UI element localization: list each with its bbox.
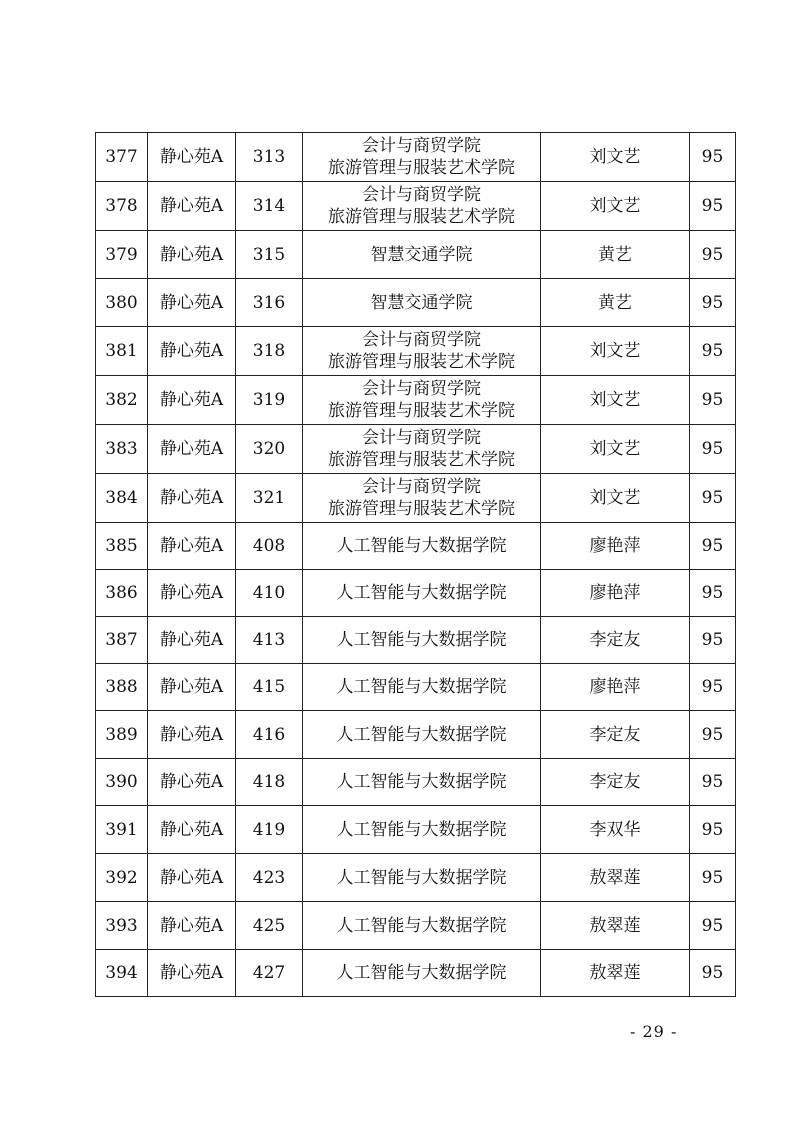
- college-name-line: 旅游管理与服装艺术学院: [328, 352, 515, 372]
- score-cell: 95: [690, 523, 736, 570]
- table-row: [96, 759, 736, 806]
- college-cell: [303, 902, 541, 950]
- row-number-cell: 393: [96, 902, 148, 950]
- building-cell: 静心苑A: [148, 231, 236, 279]
- college-cell: [303, 182, 541, 231]
- table-row: [96, 279, 736, 327]
- row-number-cell: 377: [96, 133, 148, 182]
- college-cell: [303, 950, 541, 997]
- table-row: [96, 570, 736, 617]
- row-number-cell: 394: [96, 950, 148, 997]
- room-number-cell: 418: [236, 759, 303, 806]
- building-cell: 静心苑A: [148, 759, 236, 806]
- row-number-cell: 392: [96, 854, 148, 902]
- college-name-line: 智慧交通学院: [370, 244, 473, 265]
- college-name-line: 旅游管理与服装艺术学院: [328, 401, 515, 421]
- college-name-line: 会计与商贸学院: [362, 136, 481, 156]
- college-name-line: 人工智能与大数据学院: [336, 963, 507, 983]
- college-cell: [303, 617, 541, 664]
- score-cell: 95: [690, 664, 736, 711]
- teacher-cell: 敖翠莲: [541, 950, 690, 997]
- table-row: [96, 376, 736, 425]
- teacher-cell: 敖翠莲: [541, 854, 690, 902]
- table-row: [96, 711, 736, 759]
- room-number-cell: 423: [236, 854, 303, 902]
- college-name-line: 人工智能与大数据学院: [336, 536, 507, 556]
- room-number-cell: 413: [236, 617, 303, 664]
- table-row: [96, 474, 736, 523]
- row-number-cell: 380: [96, 279, 148, 327]
- building-cell: 静心苑A: [148, 617, 236, 664]
- building-cell: 静心苑A: [148, 711, 236, 759]
- row-number-cell: 388: [96, 664, 148, 711]
- row-number-cell: 391: [96, 806, 148, 854]
- table-row: [96, 425, 736, 474]
- room-number-cell: 410: [236, 570, 303, 617]
- room-number-cell: 318: [236, 327, 303, 376]
- score-cell: 95: [690, 854, 736, 902]
- score-cell: 95: [690, 231, 736, 279]
- teacher-cell: 敖翠莲: [541, 902, 690, 950]
- row-number-cell: 387: [96, 617, 148, 664]
- score-cell: 95: [690, 806, 736, 854]
- building-cell: 静心苑A: [148, 133, 236, 182]
- building-cell: 静心苑A: [148, 806, 236, 854]
- teacher-cell: 刘文艺: [541, 474, 690, 523]
- score-cell: 95: [690, 902, 736, 950]
- score-cell: 95: [690, 759, 736, 806]
- college-cell: [303, 327, 541, 376]
- score-cell: 95: [690, 474, 736, 523]
- score-cell: 95: [690, 279, 736, 327]
- college-cell: [303, 279, 541, 327]
- building-cell: 静心苑A: [148, 182, 236, 231]
- table-row: [96, 182, 736, 231]
- college-name-line: 会计与商贸学院: [362, 330, 481, 350]
- table-row: [96, 950, 736, 997]
- college-cell: [303, 664, 541, 711]
- college-name-line: 旅游管理与服装艺术学院: [328, 450, 515, 470]
- building-cell: 静心苑A: [148, 376, 236, 425]
- table-row: [96, 902, 736, 950]
- college-cell: [303, 759, 541, 806]
- room-number-cell: 425: [236, 902, 303, 950]
- college-name-line: 会计与商贸学院: [362, 379, 481, 399]
- table-body: [96, 133, 736, 997]
- room-number-cell: 427: [236, 950, 303, 997]
- teacher-cell: 廖艳萍: [541, 664, 690, 711]
- building-cell: 静心苑A: [148, 523, 236, 570]
- row-number-cell: 378: [96, 182, 148, 231]
- table-row: [96, 231, 736, 279]
- college-name-line: 旅游管理与服装艺术学院: [328, 207, 515, 227]
- score-cell: 95: [690, 327, 736, 376]
- room-number-cell: 313: [236, 133, 303, 182]
- dormitory-inspection-table: [95, 132, 736, 997]
- table-row: [96, 617, 736, 664]
- teacher-cell: 廖艳萍: [541, 523, 690, 570]
- room-number-cell: 315: [236, 231, 303, 279]
- score-cell: 95: [690, 425, 736, 474]
- building-cell: 静心苑A: [148, 279, 236, 327]
- college-name-line: 人工智能与大数据学院: [336, 819, 507, 840]
- college-name-line: 人工智能与大数据学院: [336, 724, 507, 745]
- building-cell: 静心苑A: [148, 664, 236, 711]
- score-cell: 95: [690, 617, 736, 664]
- college-cell: [303, 133, 541, 182]
- room-number-cell: 316: [236, 279, 303, 327]
- college-cell: [303, 854, 541, 902]
- teacher-cell: 李双华: [541, 806, 690, 854]
- room-number-cell: 408: [236, 523, 303, 570]
- teacher-cell: 李定友: [541, 759, 690, 806]
- score-cell: 95: [690, 711, 736, 759]
- row-number-cell: 385: [96, 523, 148, 570]
- college-name-line: 智慧交通学院: [370, 292, 473, 313]
- table-row: [96, 854, 736, 902]
- teacher-cell: 刘文艺: [541, 133, 690, 182]
- row-number-cell: 381: [96, 327, 148, 376]
- building-cell: 静心苑A: [148, 902, 236, 950]
- table-row: [96, 806, 736, 854]
- college-name-line: 人工智能与大数据学院: [336, 583, 507, 603]
- score-cell: 95: [690, 182, 736, 231]
- teacher-cell: 李定友: [541, 617, 690, 664]
- college-name-line: 会计与商贸学院: [362, 185, 481, 205]
- teacher-cell: 李定友: [541, 711, 690, 759]
- college-name-line: 会计与商贸学院: [362, 428, 481, 448]
- score-cell: 95: [690, 570, 736, 617]
- college-name-line: 旅游管理与服装艺术学院: [328, 158, 515, 178]
- teacher-cell: 黄艺: [541, 231, 690, 279]
- building-cell: 静心苑A: [148, 474, 236, 523]
- college-name-line: 人工智能与大数据学院: [336, 867, 507, 888]
- room-number-cell: 319: [236, 376, 303, 425]
- score-cell: 95: [690, 133, 736, 182]
- college-cell: [303, 474, 541, 523]
- score-cell: 95: [690, 950, 736, 997]
- college-cell: [303, 523, 541, 570]
- college-name-line: 人工智能与大数据学院: [336, 915, 507, 936]
- row-number-cell: 389: [96, 711, 148, 759]
- teacher-cell: 刘文艺: [541, 425, 690, 474]
- teacher-cell: 刘文艺: [541, 376, 690, 425]
- teacher-cell: 刘文艺: [541, 327, 690, 376]
- building-cell: 静心苑A: [148, 570, 236, 617]
- college-cell: [303, 231, 541, 279]
- college-name-line: 人工智能与大数据学院: [336, 630, 507, 650]
- room-number-cell: 314: [236, 182, 303, 231]
- college-cell: [303, 806, 541, 854]
- room-number-cell: 321: [236, 474, 303, 523]
- college-cell: [303, 425, 541, 474]
- table-row: [96, 664, 736, 711]
- room-number-cell: 320: [236, 425, 303, 474]
- college-cell: [303, 711, 541, 759]
- room-number-cell: 415: [236, 664, 303, 711]
- row-number-cell: 379: [96, 231, 148, 279]
- row-number-cell: 384: [96, 474, 148, 523]
- row-number-cell: 390: [96, 759, 148, 806]
- teacher-cell: 刘文艺: [541, 182, 690, 231]
- building-cell: 静心苑A: [148, 425, 236, 474]
- college-cell: [303, 376, 541, 425]
- building-cell: 静心苑A: [148, 950, 236, 997]
- building-cell: 静心苑A: [148, 854, 236, 902]
- table-row: [96, 327, 736, 376]
- college-name-line: 人工智能与大数据学院: [336, 772, 507, 792]
- table-row: [96, 523, 736, 570]
- row-number-cell: 383: [96, 425, 148, 474]
- college-name-line: 人工智能与大数据学院: [336, 677, 507, 697]
- teacher-cell: 黄艺: [541, 279, 690, 327]
- room-number-cell: 416: [236, 711, 303, 759]
- college-name-line: 旅游管理与服装艺术学院: [328, 499, 515, 519]
- building-cell: 静心苑A: [148, 327, 236, 376]
- room-number-cell: 419: [236, 806, 303, 854]
- college-name-line: 会计与商贸学院: [362, 477, 481, 497]
- teacher-cell: 廖艳萍: [541, 570, 690, 617]
- table-row: [96, 133, 736, 182]
- page-number: - 29 -: [630, 1022, 678, 1041]
- row-number-cell: 386: [96, 570, 148, 617]
- row-number-cell: 382: [96, 376, 148, 425]
- college-cell: [303, 570, 541, 617]
- score-cell: 95: [690, 376, 736, 425]
